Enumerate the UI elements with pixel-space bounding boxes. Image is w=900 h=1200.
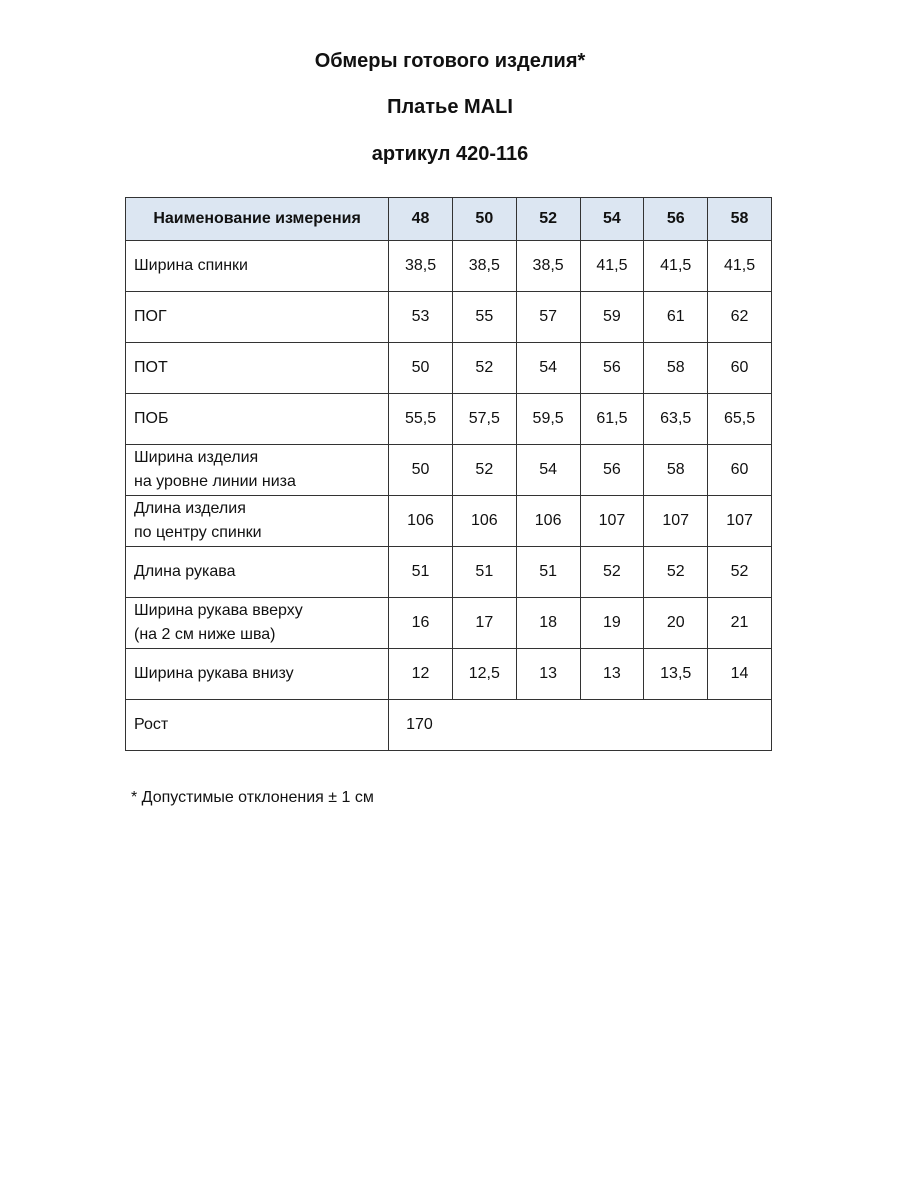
measurement-value: 19 [580,598,644,649]
measurement-value: 63,5 [644,394,708,445]
table-row [126,394,772,445]
article-number: артикул 420-116 [371,143,529,165]
measurement-name [126,445,389,496]
header-size: 48 [389,198,453,241]
footnote: * Допустимые отклонения ± 1 см [131,789,374,806]
measurement-value: 13,5 [644,649,708,700]
header-size: 56 [644,198,708,241]
measurement-value: 14 [708,649,772,700]
table-row [126,547,772,598]
measurement-value: 38,5 [452,241,516,292]
measurement-name [126,241,389,292]
measurement-value: 41,5 [644,241,708,292]
measurement-value: 54 [516,445,580,496]
measurement-value: 59 [580,292,644,343]
measurement-value: 56 [580,343,644,394]
measurement-value: 56 [580,445,644,496]
measurement-value: 53 [389,292,453,343]
measurements-table [125,197,772,751]
measurement-value: 52 [708,547,772,598]
measurement-value: 52 [452,343,516,394]
measurement-value: 65,5 [708,394,772,445]
measurement-name-line: ПОТ [134,359,168,376]
measurement-value: 17 [452,598,516,649]
measurement-value: 12,5 [452,649,516,700]
table-row [126,496,772,547]
table-row [126,598,772,649]
measurement-value: 60 [708,343,772,394]
measurement-value: 41,5 [708,241,772,292]
table-row [126,445,772,496]
measurement-value: 20 [644,598,708,649]
measurement-value: 52 [580,547,644,598]
measurement-value: 106 [389,496,453,547]
measurement-value: 58 [644,343,708,394]
measurement-value: 13 [516,649,580,700]
doc-title: Обмеры готового изделия* [314,50,586,72]
product-name: Платье MALI [387,96,513,118]
measurement-name-line: Ширина спинки [134,257,248,274]
measurement-name [126,649,389,700]
measurement-value: 106 [516,496,580,547]
measurement-name-line: Длина изделия [134,500,246,517]
header-measurement-name: Наименование измерения [126,198,389,241]
measurement-value: 107 [644,496,708,547]
header-size: 52 [516,198,580,241]
measurement-name-line: ПОБ [134,410,169,427]
measurement-name-line: Длина рукава [134,563,236,580]
measurement-value: 55 [452,292,516,343]
measurement-value: 13 [580,649,644,700]
measurement-value: 59,5 [516,394,580,445]
table-row-height [126,700,772,751]
measurement-value: 55,5 [389,394,453,445]
measurement-value: 12 [389,649,453,700]
table-header-row [126,198,772,241]
header-size: 58 [708,198,772,241]
measurement-value: 61 [644,292,708,343]
measurement-name [126,496,389,547]
measurement-name [126,343,389,394]
measurement-name-line: Ширина изделия [134,449,259,466]
measurement-name [126,292,389,343]
table-row [126,241,772,292]
measurement-value: 52 [644,547,708,598]
measurement-value: 21 [708,598,772,649]
measurement-value: 16 [389,598,453,649]
measurement-name-line: по центру спинки [134,524,262,541]
measurement-value: 41,5 [580,241,644,292]
measurement-name-line: Ширина рукава внизу [134,665,294,682]
header-size: 54 [580,198,644,241]
measurement-value: 54 [516,343,580,394]
measurement-value: 18 [516,598,580,649]
header-size: 50 [452,198,516,241]
height-value: 170 [389,700,772,751]
measurement-value: 38,5 [389,241,453,292]
measurement-value: 106 [452,496,516,547]
measurement-value: 50 [389,445,453,496]
measurement-value: 51 [389,547,453,598]
measurement-value: 60 [708,445,772,496]
measurement-value: 107 [708,496,772,547]
measurement-name [126,547,389,598]
measurement-value: 38,5 [516,241,580,292]
height-label: Рост [126,700,389,751]
measurement-value: 52 [452,445,516,496]
measurement-value: 51 [452,547,516,598]
measurement-value: 107 [580,496,644,547]
table-row [126,649,772,700]
measurement-value: 57 [516,292,580,343]
measurement-name [126,394,389,445]
measurement-name-line: ПОГ [134,308,167,325]
measurement-name-line: на уровне линии низа [134,473,296,490]
measurement-value: 51 [516,547,580,598]
measurement-value: 57,5 [452,394,516,445]
table-row [126,343,772,394]
measurement-value: 50 [389,343,453,394]
measurement-value: 61,5 [580,394,644,445]
measurement-name [126,598,389,649]
table-row [126,292,772,343]
measurement-value: 58 [644,445,708,496]
measurement-name-line: Ширина рукава вверху [134,602,303,619]
measurement-value: 62 [708,292,772,343]
measurement-name-line: (на 2 см ниже шва) [134,626,276,643]
